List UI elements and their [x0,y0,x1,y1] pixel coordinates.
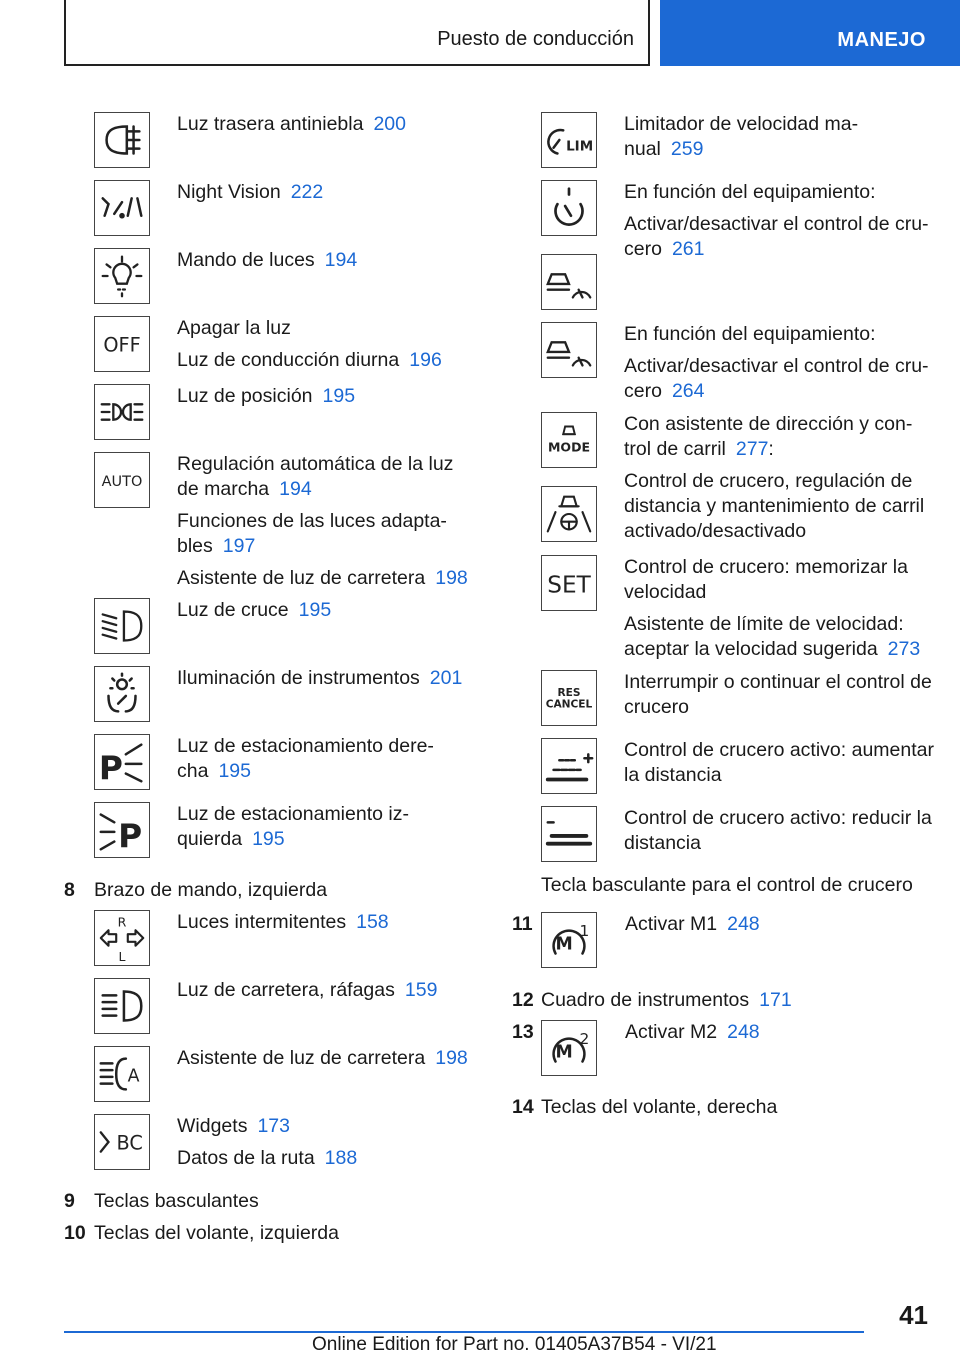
set-icon [541,555,597,611]
light-switch-icon [94,248,150,304]
instrument-lighting-icon [94,666,150,722]
page-link[interactable]: 171 [759,989,792,1011]
svg-text:CANCEL: CANCEL [545,698,593,711]
parking-light-left-icon [94,802,150,858]
m1-icon [541,912,597,968]
svg-text:MODE: MODE [547,439,591,455]
svg-text:AUTO: AUTO [101,473,143,490]
page-link[interactable]: 195 [322,385,356,407]
svg-text:RES: RES [557,687,581,700]
entry-bc: Widgets 173 Datos de la ruta 188 [177,1115,358,1169]
rocker-note: Tecla basculante para el control de crucero [541,874,913,896]
page-link[interactable]: 248 [727,913,760,935]
page-link[interactable]: 195 [298,599,332,621]
item-number-13: 13 [512,1021,534,1043]
mode-icon [541,412,597,468]
item-9-label: Teclas basculantes [94,1190,259,1212]
page-link[interactable]: 273 [887,638,921,660]
page-link[interactable]: 173 [257,1115,290,1137]
svg-text:A: A [127,1066,140,1087]
parking-light-right-icon [94,734,150,790]
svg-text:L: L [118,949,126,965]
cruise-car-icon [541,254,597,310]
footer-rule [64,1331,864,1333]
distance-decrease-icon [541,806,597,862]
entry-high-beam: Luz de carretera, ráfagas 159 [177,979,438,1001]
page-link[interactable]: 248 [727,1021,760,1043]
speed-limiter-icon [541,112,597,168]
cruise-control-icon [541,180,597,236]
svg-text:P: P [98,749,123,788]
page-link[interactable]: 277 [735,438,769,460]
entry-light-switch: Mando de luces 194 [177,249,358,271]
item-8-label: Brazo de mando, izquierda [94,879,328,901]
entry-parking-light: Luz de posición 195 [177,385,356,407]
svg-text:SET: SET [547,572,591,599]
chapter-tab-label: MANEJO [837,29,926,51]
distance-increase-icon [541,738,597,794]
entry-distance-decrease: Control de crucero activo: reducir la distancia [624,807,932,854]
page-link[interactable]: 194 [324,249,358,271]
entry-off: Apagar la luz Luz de conducción diurna 196 [177,317,442,371]
svg-text:M: M [555,1042,573,1063]
entry-high-beam-assist: Asistente de luz de carretera 198 [177,1047,468,1069]
svg-text:BC: BC [116,1131,143,1155]
low-beam-icon [94,598,150,654]
auto-icon [94,452,150,508]
page-link[interactable]: 259 [670,138,704,160]
high-beam-assist-icon [94,1046,150,1102]
page-link[interactable]: 195 [218,760,251,782]
page-link[interactable]: 195 [252,828,285,850]
item-number-8: 8 [64,879,75,901]
entry-m1: Activar M1 248 [625,913,760,935]
item-12-label: Cuadro de instrumentos 171 [541,989,792,1011]
svg-text:M: M [555,934,573,955]
page-link[interactable]: 159 [404,979,438,1001]
entry-active-cruise: En función del equipamiento: Activar/desactivar el control de cru-cero 264 [624,323,929,402]
item-14-label: Teclas del volante, derecha [541,1096,778,1118]
page-link[interactable]: 198 [435,567,468,589]
bc-icon [94,1114,150,1170]
item-number-14: 14 [512,1096,534,1118]
entry-res-cancel: Interrumpir o continuar el control de crucero [624,671,932,718]
active-cruise-icon [541,322,597,378]
page-link[interactable]: 194 [279,478,312,500]
footer-edition: Online Edition for Part no. 01405A37B54 - VI/21 [312,1334,717,1355]
entry-auto: Regulación automática de la luz de marcha 194 Funciones de las luces adapta-bles 197 Asistente de luz de carretera 198 [177,453,468,589]
m2-icon [541,1020,597,1076]
entry-turn-signal: Luces intermitentes 158 [177,911,389,933]
entry-cruise-control: En función del equipamiento: Activar/desactivar el control de cru-cero 261 [624,181,929,260]
parking-light-icon [94,384,150,440]
item-10-label: Teclas del volante, izquierda [94,1222,339,1244]
page-link[interactable]: 261 [671,238,705,260]
page-link[interactable]: 196 [409,349,442,371]
item-number-9: 9 [64,1190,75,1212]
rear-fog-light-icon [94,112,150,168]
page-number: 41 [899,1300,928,1330]
entry-parking-right: Luz de estacionamiento dere-cha 195 [177,735,434,782]
svg-text:R: R [117,914,127,930]
svg-text:1: 1 [579,922,590,941]
svg-text:2: 2 [579,1030,590,1049]
page-link[interactable]: 222 [290,181,324,203]
lane-assist-icon [541,486,597,542]
entry-rear-fog: Luz trasera antiniebla 200 [177,113,406,135]
page-link[interactable]: 200 [373,113,406,135]
entry-instrument-lighting: Iluminación de instrumentos 201 [177,667,463,689]
high-beam-icon [94,978,150,1034]
page-link[interactable]: 201 [429,667,463,689]
page-link[interactable]: 188 [324,1147,358,1169]
chapter-tab[interactable] [660,0,960,66]
svg-text:P: P [118,817,143,856]
entry-parking-left: Luz de estacionamiento iz-quierda 195 [177,803,409,850]
item-number-12: 12 [512,989,534,1011]
svg-text:LIM: LIM [566,138,594,155]
page-link[interactable]: 198 [435,1047,468,1069]
res-cancel-icon [541,670,597,726]
entry-set: Control de crucero: memorizar la velocidad Asistente de límite de velocidad: aceptar la velocidad sugerida 273 [624,556,921,660]
page-link[interactable]: 264 [671,380,705,402]
header-title-box [64,0,650,66]
page-link[interactable]: 158 [356,911,389,933]
entry-distance-increase: Control de crucero activo: aumentar la distancia [624,739,934,786]
item-number-11: 11 [512,913,533,935]
off-icon [94,316,150,372]
section-title: Puesto de conducción [437,28,634,50]
entry-low-beam: Luz de cruce 195 [177,599,332,621]
entry-m2: Activar M2 248 [625,1021,760,1043]
entry-night-vision: Night Vision 222 [177,181,324,203]
entry-speed-limiter: Limitador de velocidad ma-nual 259 [624,113,859,160]
page-link[interactable]: 197 [222,535,256,557]
night-vision-icon [94,180,150,236]
svg-text:OFF: OFF [103,333,141,357]
turn-signal-icon [94,910,150,966]
item-number-10: 10 [64,1222,86,1244]
entry-mode: Con asistente de dirección y con-trol de carril 277: Control de crucero, regulación de distancia y mantenimiento de carril activado/desactivado [624,413,925,542]
